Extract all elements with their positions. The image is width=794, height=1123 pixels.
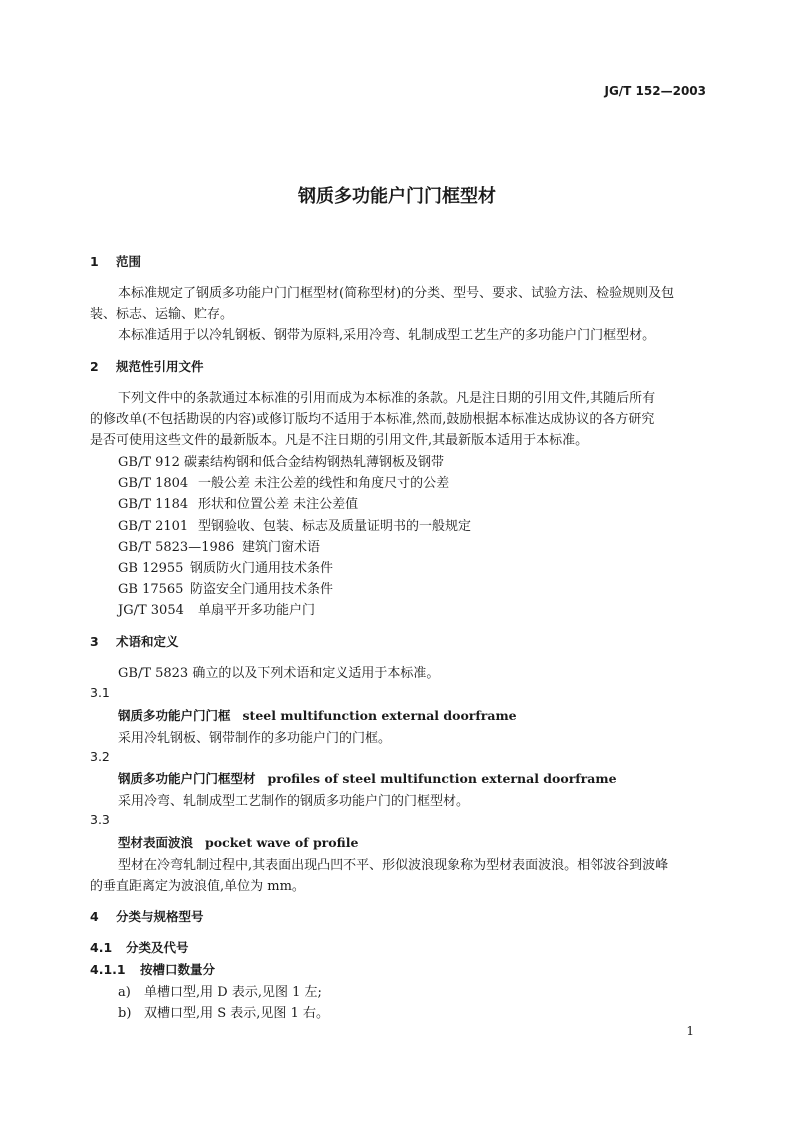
paragraph-line: 的修改单(不包括勘误的内容)或修订版均不适用于本标准,然而,鼓励根据本标准达成协议的各方研究 <box>90 412 655 427</box>
term-definition: 型材在冷弯轧制过程中,其表面出现凸凹不平、形似波浪现象称为型材表面波浪。相邻波谷到波峰 <box>118 858 669 873</box>
paragraph-line: GB/T 5823 确立的以及下列术语和定义适用于本标准。 <box>118 666 440 681</box>
reference-name: 建筑门窗术语 <box>242 540 321 555</box>
list-marker: b) <box>118 1006 132 1021</box>
section-number: 4 <box>90 909 99 924</box>
term-chinese: 钢质多功能户门门框 <box>118 708 231 723</box>
term-english: pocket wave of profile <box>205 835 359 850</box>
reference-name: 形状和位置公差 未注公差值 <box>198 497 359 512</box>
reference-code: GB/T 1184 <box>118 497 189 512</box>
term-english: profiles of steel multifunction external doorframe <box>267 771 617 786</box>
reference-item <box>118 472 449 491</box>
section-title: 规范性引用文件 <box>116 359 204 374</box>
reference-name: 钢质防火门通用技术条件 <box>190 561 334 576</box>
section-2-heading <box>90 357 204 375</box>
reference-item <box>118 578 333 597</box>
page-number: 1 <box>686 1024 694 1038</box>
section-number: 3 <box>90 634 99 649</box>
paragraph-line: 下列文件中的条款通过本标准的引用而成为本标准的条款。凡是注日期的引用文件,其随后所有 <box>118 391 656 406</box>
term-heading <box>118 706 517 724</box>
list-marker: a) <box>118 985 131 1000</box>
term-definition: 采用冷轧钢板、钢带制作的多功能户门的门框。 <box>118 731 392 746</box>
clause-number: 3.3 <box>90 812 110 827</box>
section-3-heading <box>90 632 179 650</box>
list-item <box>118 981 322 1000</box>
section-number: 4.1 <box>90 940 113 955</box>
reference-code: GB/T 2101 <box>118 519 189 534</box>
reference-item <box>118 557 333 576</box>
paragraph-line: 本标准适用于以冷轧钢板、钢带为原料,采用冷弯、轧制成型工艺生产的多功能户门门框型材。 <box>118 328 656 343</box>
clause-number: 3.1 <box>90 685 110 700</box>
paragraph-line: 装、标志、运输、贮存。 <box>90 307 234 322</box>
reference-code: GB/T 1804 <box>118 476 189 491</box>
list-item <box>118 1002 329 1021</box>
reference-name: 型钢验收、包装、标志及质量证明书的一般规定 <box>198 519 472 534</box>
reference-item <box>118 451 444 470</box>
term-definition: 采用冷弯、轧制成型工艺制作的钢质多功能户门的门框型材。 <box>118 794 470 809</box>
term-chinese: 钢质多功能户门门框型材 <box>118 771 256 786</box>
reference-code: GB 17565 <box>118 582 184 597</box>
subsubsection-heading <box>90 960 215 978</box>
section-title: 分类与规格型号 <box>116 909 204 924</box>
section-title: 按槽口数量分 <box>140 962 216 977</box>
reference-code: GB 12955 <box>118 561 184 576</box>
section-4-heading <box>90 907 204 925</box>
list-text: 双槽口型,用 S 表示,见图 1 右。 <box>144 1006 329 1021</box>
paragraph-line: 是否可使用这些文件的最新版本。凡是不注日期的引用文件,其最新版本适用于本标准。 <box>90 433 589 448</box>
section-title: 分类及代号 <box>126 940 189 955</box>
section-number: 1 <box>90 254 99 269</box>
reference-name: 碳素结构钢和低合金结构钢热轧薄钢板及钢带 <box>184 455 445 470</box>
section-1-heading <box>90 252 141 270</box>
term-heading <box>118 769 617 787</box>
reference-name: 防盗安全门通用技术条件 <box>190 582 334 597</box>
reference-code: GB/T 5823—1986 <box>118 540 235 555</box>
list-text: 单槽口型,用 D 表示,见图 1 左; <box>144 985 322 1000</box>
term-chinese: 型材表面波浪 <box>118 835 194 850</box>
reference-item <box>118 536 320 555</box>
paragraph-line: 本标准规定了钢质多功能户门门框型材(简称型材)的分类、型号、要求、试验方法、检验规则及包 <box>118 286 675 301</box>
standard-number: JG/T 152—2003 <box>604 84 706 98</box>
section-number: 4.1.1 <box>90 962 126 977</box>
reference-code: JG/T 3054 <box>118 603 184 618</box>
section-title: 术语和定义 <box>116 634 179 649</box>
term-definition: 的垂直距离定为波浪值,单位为 mm。 <box>90 879 305 894</box>
document-title: 钢质多功能户门门框型材 <box>298 186 496 207</box>
reference-name: 单扇平开多功能户门 <box>198 603 316 618</box>
reference-item <box>118 599 315 618</box>
subsection-heading <box>90 938 189 956</box>
reference-code: GB/T 912 <box>118 455 180 470</box>
clause-number: 3.2 <box>90 749 110 764</box>
reference-item <box>118 515 471 534</box>
term-heading <box>118 833 358 851</box>
section-title: 范围 <box>116 254 142 269</box>
section-number: 2 <box>90 359 99 374</box>
reference-item <box>118 493 358 512</box>
term-english: steel multifunction external doorframe <box>242 708 517 723</box>
reference-name: 一般公差 未注公差的线性和角度尺寸的公差 <box>198 476 450 491</box>
